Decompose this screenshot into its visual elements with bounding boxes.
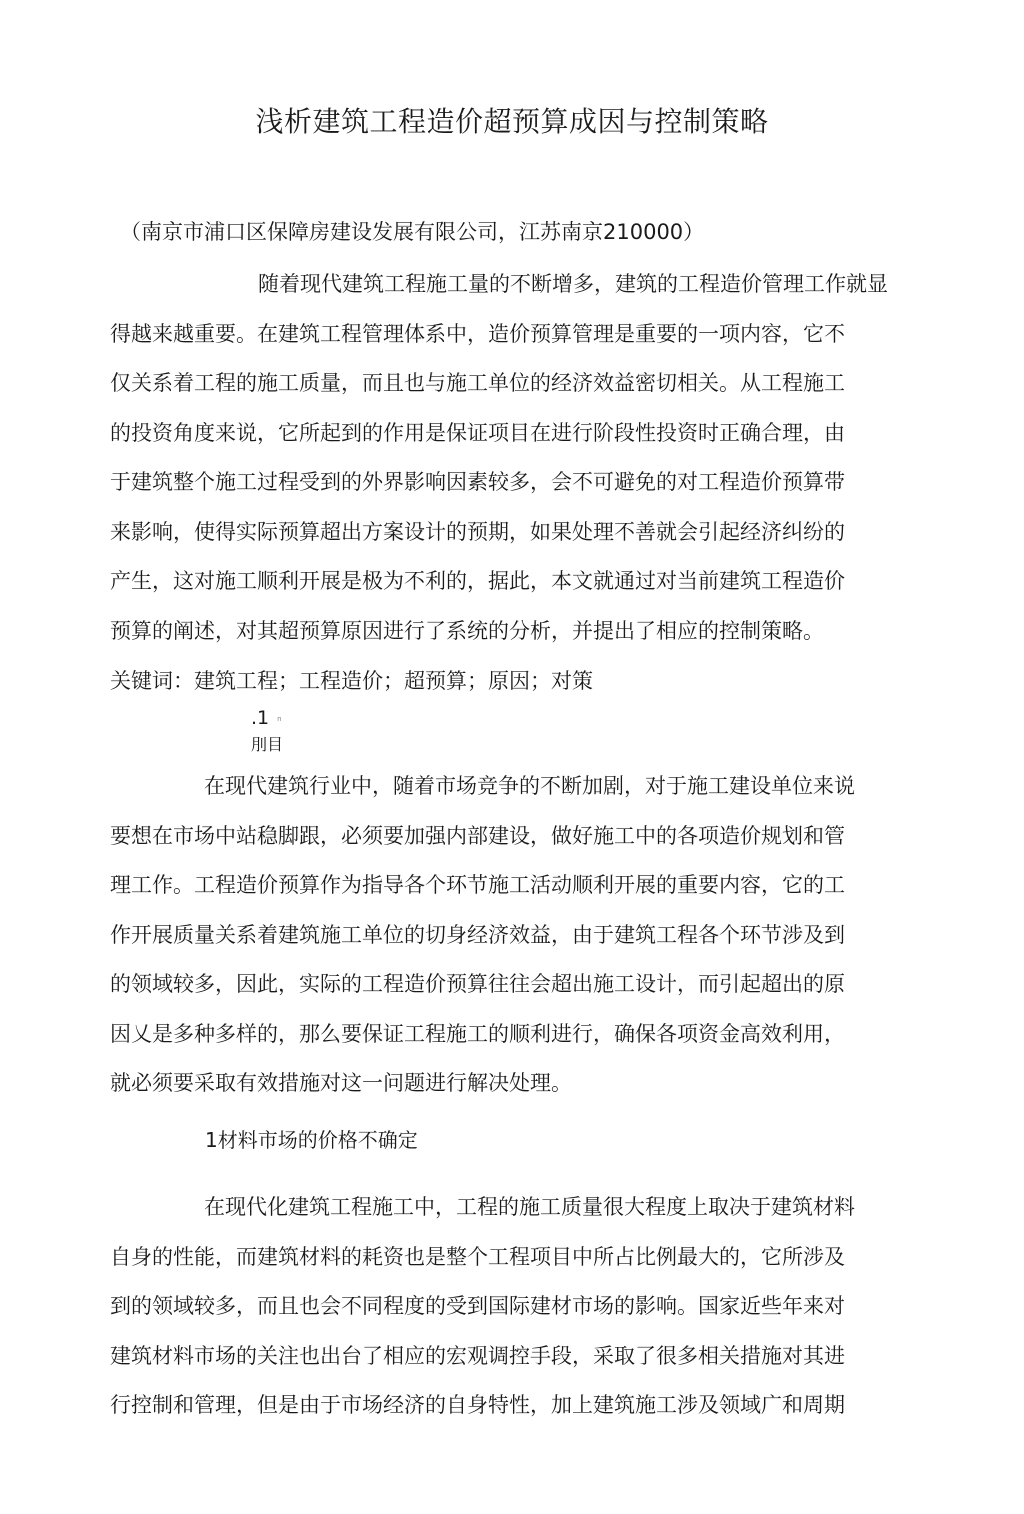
intro-line: 要想在市场中站稳脚跟，必须要加强内部建设，做好施工中的各项造价规划和管 [110,823,845,848]
abstract-line: 的投资角度来说，它所起到的作用是保证项目在进行阶段性投资时正确合理，由 [110,420,845,445]
abstract-paragraph [110,260,910,656]
section-title: 刖目 [251,735,284,754]
material-line: 到的领域较多，而且也会不同程度的受到国际建材市场的影响。国家近些年来对 [110,1294,845,1318]
intro-line: 作开展质量关系着建筑施工单位的切身经济效益，由于建筑工程各个环节涉及到 [110,922,845,947]
intro-line: 在现代建筑行业中，随着市场竞争的不断加剧，对于施工建设单位来说 [204,774,855,798]
abstract-line: 预算的阐述，对其超预算原因进行了系统的分析，并提出了相应的控制策略。 [110,618,824,643]
keywords-line: 关键词：建筑工程；工程造价；超预算；原因；对策 [110,669,593,693]
material-paragraph [110,1183,910,1431]
abstract-line: 产生，这对施工顺利开展是极为不利的，据此，本文就通过对当前建筑工程造价 [110,569,845,593]
abstract-line: 于建筑整个施工过程受到的外界影响因素较多，会不可避免的对工程造价预算带 [110,470,845,494]
material-line: 行控制和管理，但是由于市场经济的自身特性，加上建筑施工涉及领域广和周期 [110,1393,845,1417]
abstract-line: 仅关系着工程的施工质量，而且也与施工单位的经济效益密切相关。从工程施工 [110,371,845,395]
intro-paragraph [110,762,910,1109]
document-title: 浅析建筑工程造价超预算成因与控制策略 [255,105,769,138]
section-mark: n [277,714,282,723]
abstract-line: 来影响，使得实际预算超出方案设计的预期，如果处理不善就会引起经济纠纷的 [110,519,845,544]
section-number-text: .1 [251,707,270,729]
intro-line: 的领域较多，因此，实际的工程造价预算往往会超出施工设计，而引起超出的原 [110,972,845,996]
abstract-line: 随着现代建筑工程施工量的不断增多，建筑的工程造价管理工作就显 [258,272,888,296]
intro-line: 理工作。工程造价预算作为指导各个环节施工活动顺利开展的重要内容，它的工 [110,873,845,897]
abstract-line: 得越来越重要。在建筑工程管理体系中，造价预算管理是重要的一项内容，它不 [110,321,845,346]
material-line: 在现代化建筑工程施工中，工程的施工质量很大程度上取决于建筑材料 [204,1195,855,1219]
intro-line: 就必须要采取有效措施对这一问题进行解决处理。 [110,1071,572,1095]
intro-line: 因乂是多种多样的，那么要保证工程施工的顺利进行，确保各项资金高效利用， [110,1021,845,1046]
section-number [251,707,282,729]
subheading-material-price: 1材料市场的价格不确定 [205,1128,418,1152]
author-affiliation: （南京市浦口区保障房建设发展有限公司，江苏南京210000） [120,220,705,244]
material-line: 建筑材料市场的关注也出台了相应的宏观调控手段，采取了很多相关措施对其进 [110,1343,845,1368]
material-line: 自身的性能，而建筑材料的耗资也是整个工程项目中所占比例最大的，它所涉及 [110,1244,845,1269]
